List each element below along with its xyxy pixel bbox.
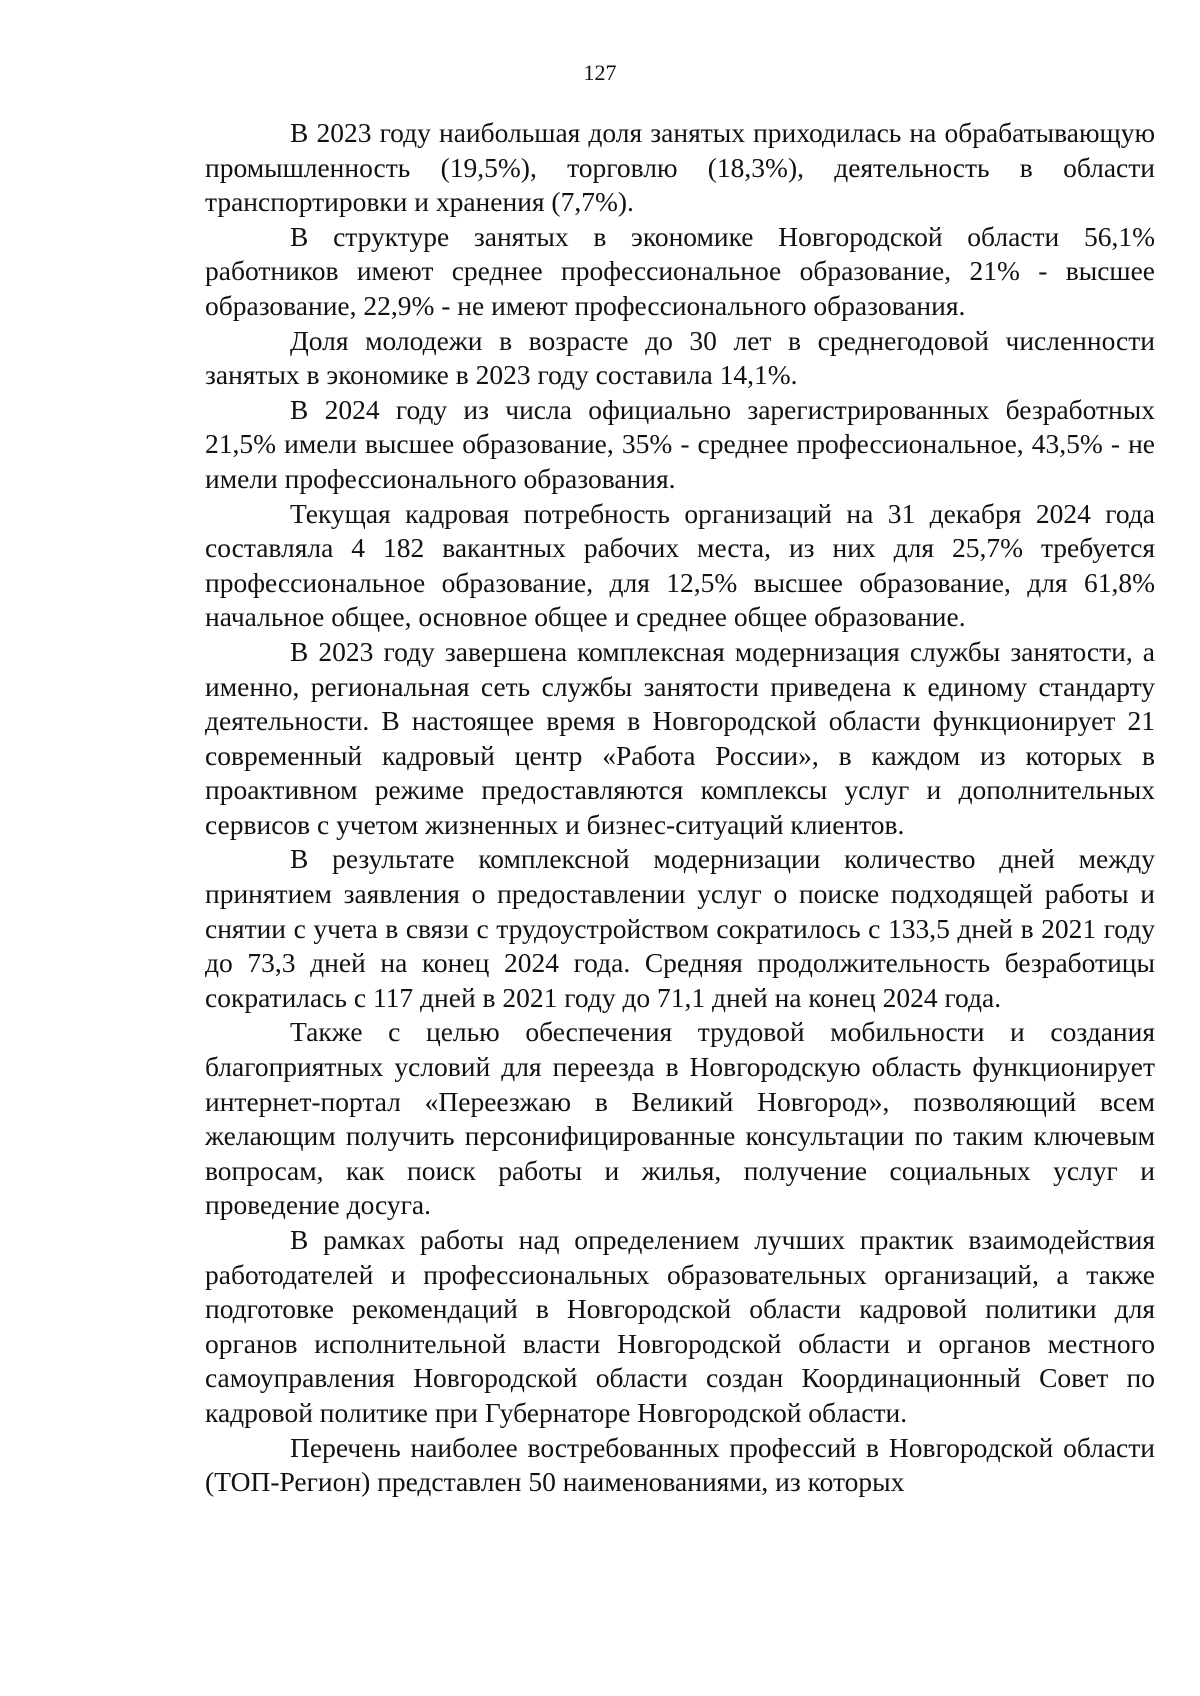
paragraph-modernization: В 2023 году завершена комплексная модернизация службы занятости, а именно, региональная сеть службы занятости приведена к единому стандарту деятельности. В настоящее время в Новгородской области функционирует 21 современный кадровый центр «Работа России», в каждом из которых в проактивном режиме предоставляются комплексы услуг и дополнительных сервисов с учетом жизненных и бизнес-ситуаций клиентов. — [205, 635, 1155, 840]
document-body — [205, 116, 1155, 1500]
page-number: 127 — [583, 60, 617, 85]
paragraph-modernization-results: В результате комплексной модернизации количество дней между принятием заявления о предоставлении услуг о поиске подходящей работы и снятии с учета в связи с трудоустройством сократилось с 133,5 дней в 2021 году до 73,3 дней на конец 2024 года. Средняя продолжительность безработицы сократилась с 117 дней в 2021 году до 71,1 дней на конец 2024 года. — [205, 843, 1155, 1013]
paragraph-youth-share: Доля молодежи в возрасте до 30 лет в среднегодовой численности занятых в экономике в 2023 году составила 14,1%. — [205, 324, 1155, 391]
paragraph-employment-sectors: В 2023 году наибольшая доля занятых приходилась на обрабатывающую промышленность (19,5%), торговлю (18,3%), деятельность в области транспортировки и хранения (7,7%). — [205, 117, 1155, 218]
paragraph-mobility-portal: Также с целью обеспечения трудовой мобильности и создания благоприятных условий для переезда в Новгородскую область функционирует интернет-портал «Переезжаю в Великий Новгород», позволяющий всем желающим получить персонифицированные консультации по таким ключевым вопросам, как поиск работы и жилья, получение социальных услуг и проведение досуга. — [205, 1016, 1155, 1221]
paragraph-education-structure: В структуре занятых в экономике Новгородской области 56,1% работников имеют среднее профессиональное образование, 21% - высшее образование, 22,9% - не имеют профессионального образования. — [205, 220, 1155, 321]
paragraph-staffing-needs: Текущая кадровая потребность организаций на 31 декабря 2024 года составляла 4 182 вакантных рабочих места, из них для 25,7% требуется профессиональное образование, для 12,5% высшее образование, для 61,8% начальное общее, основное общее и среднее общее образование. — [205, 497, 1155, 633]
paragraph-top-region: Перечень наиболее востребованных профессий в Новгородской области (ТОП-Регион) представлен 50 наименованиями, из которых — [205, 1431, 1155, 1498]
paragraph-unemployed-education: В 2024 году из числа официально зарегистрированных безработных 21,5% имели высшее образование, 35% - среднее профессиональное, 43,5% - не имели профессионального образования. — [205, 393, 1155, 494]
paragraph-coordination-council: В рамках работы над определением лучших практик взаимодействия работодателей и профессиональных образовательных организаций, а также подготовке рекомендаций в Новгородской области кадровой политики для органов исполнительной власти Новгородской области и органов местного самоуправления Новгородской области создан Координационный Совет по кадровой политике при Губернаторе Новгородской области. — [205, 1224, 1155, 1428]
